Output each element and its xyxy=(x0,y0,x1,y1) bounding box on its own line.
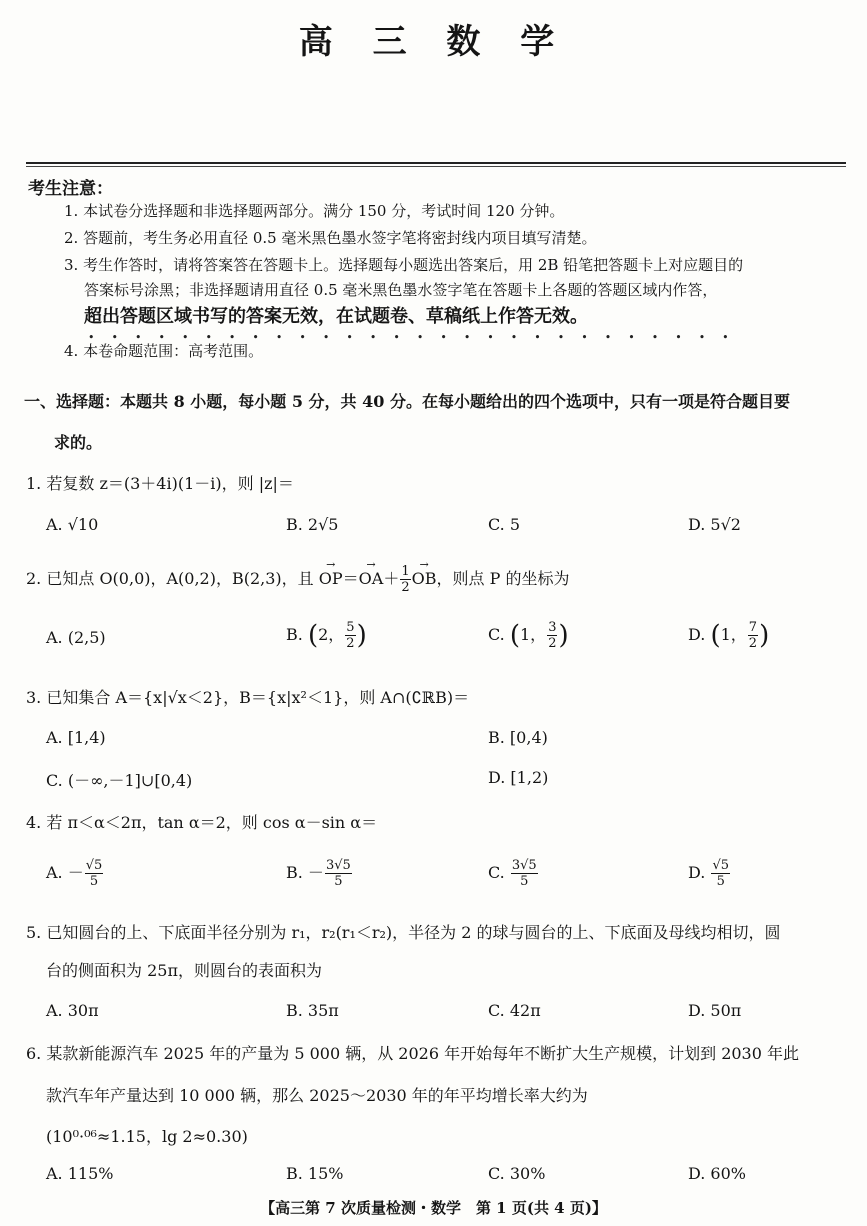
section-1-heading-cont: 求的。 xyxy=(54,433,103,452)
fraction-denominator: 5 xyxy=(716,874,725,889)
question-3-option-d: D. [1,2) xyxy=(488,768,549,787)
question-6-hint: (10⁰·⁰⁶≈1.15，lg 2≈0.30) xyxy=(46,1127,248,1146)
fraction-denominator: 5 xyxy=(89,874,99,889)
plus-sign: ＋ xyxy=(383,569,400,588)
option-letter: C. xyxy=(488,625,510,644)
fraction-denominator: 5 xyxy=(520,874,529,889)
question-2-stem-post: ，则点 P 的坐标为 xyxy=(436,569,570,588)
fraction-numerator: √5 xyxy=(85,858,103,873)
question-5-option-c: C. 42π xyxy=(488,1001,541,1020)
question-5-option-b: B. 35π xyxy=(286,1001,339,1020)
question-1-option-c: C. 5 xyxy=(488,515,521,534)
question-3-option-b: B. [0,4) xyxy=(488,728,548,747)
vector-op: → OP xyxy=(319,569,343,588)
question-1-stem: 1. 若复数 z＝(3＋4i)(1－i)，则 |z|＝ xyxy=(26,474,294,493)
fraction-numerator: 3√5 xyxy=(325,858,351,873)
header-divider-thin xyxy=(26,166,846,167)
page-footer: 【高三第 7 次质量检测・数学 第 1 页(共 4 页)】 xyxy=(260,1199,607,1217)
fraction-numerator: √5 xyxy=(712,858,729,873)
left-paren: ( xyxy=(710,620,721,651)
question-6-option-a: A. 115% xyxy=(46,1164,114,1183)
question-6-stem-cont: 款汽车年产量达到 10 000 辆，那么 2025～2030 年的年平均增长率大约为 xyxy=(46,1086,588,1105)
fraction-numerator: 7 xyxy=(748,620,758,635)
fraction-numerator: 5 xyxy=(346,620,355,635)
fraction-denominator: 2 xyxy=(346,636,355,651)
question-2-stem xyxy=(26,564,569,595)
option-letter: D. xyxy=(688,625,711,644)
question-1-option-a: A. √10 xyxy=(46,515,99,534)
fraction xyxy=(325,858,352,889)
notice-item-4: 4. 本卷命题范围：高考范围。 xyxy=(64,342,264,360)
question-4-stem: 4. 若 π＜α＜2π，tan α＝2，则 cos α－sin α＝ xyxy=(26,813,378,832)
question-1-option-b: B. 2√5 xyxy=(286,515,339,534)
section-1-heading: 一、选择题：本题共 8 小题，每小题 5 分，共 40 分。在每小题给出的四个选项中，只有一项是符合题目要 xyxy=(24,392,790,411)
question-4-option-b xyxy=(286,858,353,889)
question-4-option-c xyxy=(488,858,539,889)
fraction-denominator: 2 xyxy=(548,636,557,651)
question-6-option-c: C. 30% xyxy=(488,1164,546,1183)
fraction xyxy=(711,858,730,889)
question-2-option-d xyxy=(688,620,769,651)
question-2-option-b xyxy=(286,620,367,651)
fraction xyxy=(85,858,104,889)
fraction-one-half xyxy=(400,564,410,595)
option-letter: B. xyxy=(286,625,308,644)
question-5-stem-cont: 台的侧面积为 25π，则圆台的表面积为 xyxy=(46,961,322,980)
vector-ob: → OB xyxy=(412,569,437,588)
coord-int: 1， xyxy=(720,625,747,644)
fraction xyxy=(547,620,557,651)
right-paren: ) xyxy=(558,620,569,651)
fraction-numerator: 3√5 xyxy=(511,858,537,873)
fraction xyxy=(748,620,758,651)
question-1-option-d: D. 5√2 xyxy=(688,515,741,534)
fraction-numerator: 1 xyxy=(401,564,410,579)
option-letter: B. － xyxy=(286,863,324,882)
question-2-stem-pre: 2. 已知点 O(0,0)，A(0,2)，B(2,3)，且 xyxy=(26,569,319,588)
vector-oa: → OA xyxy=(359,569,384,588)
question-5-stem: 5. 已知圆台的上、下底面半径分别为 r₁，r₂(r₁＜r₂)，半径为 2 的球与圆台的上、下底面及母线均相切，圆 xyxy=(26,923,781,942)
fraction xyxy=(511,858,538,889)
coord-int: 1， xyxy=(520,625,547,644)
question-2-option-a: A. (2,5) xyxy=(46,628,106,647)
question-4-option-d xyxy=(688,858,731,889)
option-letter: D. xyxy=(688,863,711,882)
left-paren: ( xyxy=(509,620,520,651)
notice-item-3-emphasis: 超出答题区域书写的答案无效，在试题卷、草稿纸上作答无效。 xyxy=(84,306,588,327)
fraction-denominator: 2 xyxy=(748,636,758,651)
header-divider xyxy=(26,162,846,164)
page-title: 高 三 数 学 xyxy=(298,22,569,62)
notice-item-3-cont: 答案标号涂黑；非选择题请用直径 0.5 毫米黑色墨水签字笔在答题卡上各题的答题区域内作答， xyxy=(84,281,718,299)
notice-item-1: 1. 本试卷分选择题和非选择题两部分。满分 150 分，考试时间 120 分钟。 xyxy=(64,202,565,220)
fraction xyxy=(345,620,355,651)
question-3-option-a: A. [1,4) xyxy=(46,728,106,747)
question-3-option-c: C. (－∞,－1]∪[0,4) xyxy=(46,771,193,790)
equals-sign: ＝ xyxy=(342,569,359,588)
question-3-stem: 3. 已知集合 A＝{x|√x＜2}，B＝{x|x²＜1}，则 A∩(∁ℝB)＝ xyxy=(26,688,470,707)
fraction-numerator: 3 xyxy=(548,620,557,635)
option-letter: C. xyxy=(488,863,510,882)
left-paren: ( xyxy=(307,620,319,651)
question-6-option-d: D. 60% xyxy=(688,1164,746,1183)
option-letter: A. － xyxy=(46,863,84,882)
fraction-denominator: 2 xyxy=(401,580,410,595)
question-6-stem: 6. 某款新能源汽车 2025 年的产量为 5 000 辆，从 2026 年开始每年不断扩大生产规模，计划到 2030 年此 xyxy=(26,1044,800,1063)
notice-item-2: 2. 答题前，考生务必用直径 0.5 毫米黑色墨水签字笔将密封线内项目填写清楚。 xyxy=(64,229,597,247)
question-6-option-b: B. 15% xyxy=(286,1164,344,1183)
right-paren: ) xyxy=(759,620,770,651)
fraction-denominator: 5 xyxy=(334,874,343,889)
question-5-option-d: D. 50π xyxy=(688,1001,742,1020)
question-5-option-a: A. 30π xyxy=(46,1001,99,1020)
notice-item-3: 3. 考生作答时，请将答案答在答题卡上。选择题每小题选出答案后，用 2B 铅笔把答题卡上对应题目的 xyxy=(64,256,744,274)
emphasis-dots: •••••••••••••••••••••••••••• xyxy=(88,331,746,344)
right-paren: ) xyxy=(356,620,367,651)
question-2-option-c xyxy=(488,620,569,651)
notice-heading: 考生注意： xyxy=(28,179,113,199)
coord-int: 2， xyxy=(318,625,345,644)
question-4-option-a xyxy=(46,858,104,889)
